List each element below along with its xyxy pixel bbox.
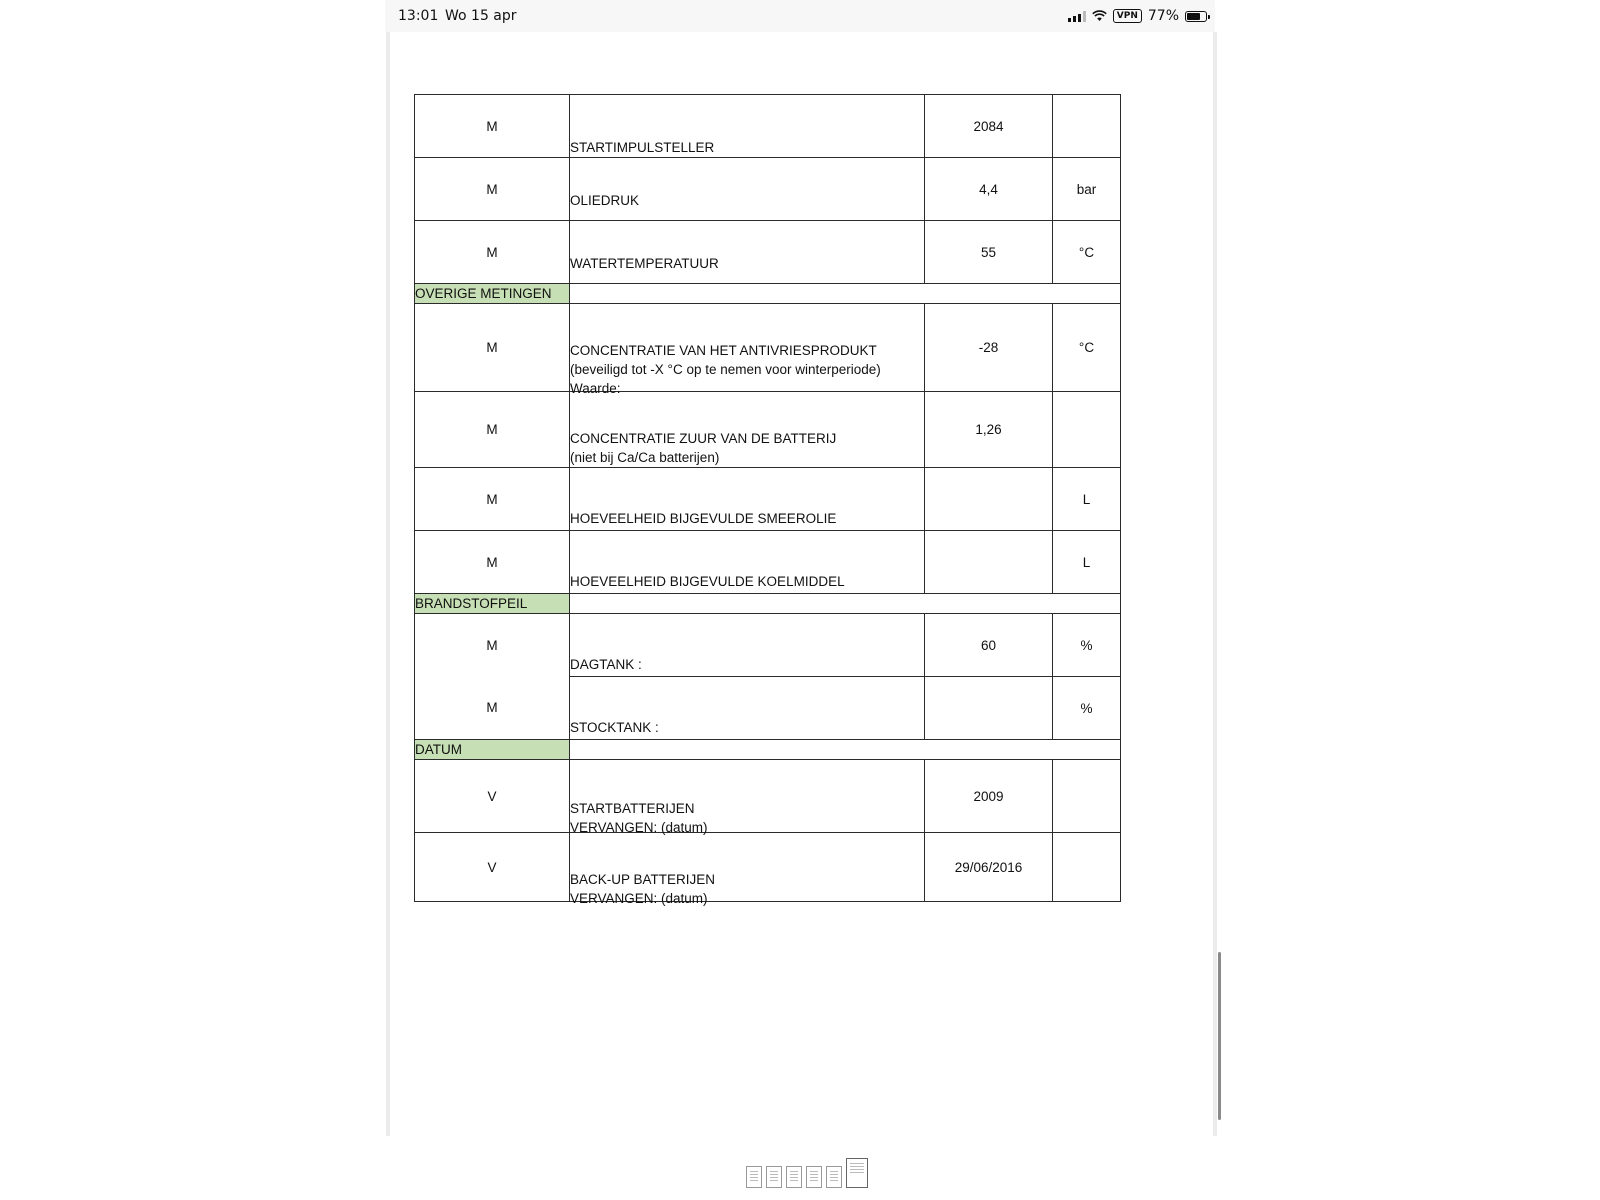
table-row	[415, 833, 1121, 902]
table-row	[415, 392, 1121, 468]
row-description	[570, 304, 925, 396]
row-unit: %	[1053, 614, 1121, 677]
row-unit	[1053, 760, 1121, 833]
status-time: 13:01	[398, 8, 439, 24]
row-code: M	[415, 158, 570, 221]
table-row	[415, 677, 1121, 740]
row-unit: L	[1053, 531, 1121, 594]
row-code: M	[415, 531, 570, 594]
row-code: M	[415, 677, 570, 740]
row-unit: °C	[1053, 304, 1121, 392]
description-line: HOEVEELHEID BIJGEVULDE SMEEROLIE	[570, 511, 837, 526]
row-unit: %	[1053, 677, 1121, 740]
description-line: STOCKTANK :	[570, 720, 659, 735]
maintenance-table	[414, 94, 1121, 906]
row-description	[570, 531, 925, 594]
description-line: (beveiligd tot -X °C op te nemen voor winterperiode)	[570, 362, 881, 377]
description-line: CONCENTRATIE VAN HET ANTIVRIESPRODUKT	[570, 343, 877, 358]
row-unit	[1053, 392, 1121, 468]
battery-percentage: 77%	[1147, 8, 1179, 24]
table-row	[415, 304, 1121, 392]
description-line: STARTBATTERIJEN	[570, 801, 695, 816]
battery-fill	[1187, 13, 1200, 20]
row-code: V	[415, 833, 570, 902]
row-unit: bar	[1053, 158, 1121, 221]
scrollbar-thumb[interactable]	[1218, 952, 1221, 1120]
row-value[interactable]	[925, 677, 1053, 740]
page-thumbnail-strip	[746, 1158, 868, 1188]
row-code: M	[415, 304, 570, 392]
row-value[interactable]: 2009	[925, 760, 1053, 833]
row-unit	[1053, 95, 1121, 158]
description-line: BACK-UP BATTERIJEN	[570, 872, 716, 887]
description-line: HOEVEELHEID BIJGEVULDE KOELMIDDEL	[570, 574, 845, 589]
section-header-overige	[415, 284, 1121, 304]
status-indicators	[1068, 8, 1207, 24]
row-description	[570, 158, 925, 221]
page-thumbnail[interactable]	[766, 1166, 782, 1188]
table-row	[415, 468, 1121, 531]
cellular-signal-icon	[1068, 11, 1086, 22]
page-thumbnail[interactable]	[786, 1166, 802, 1188]
row-value[interactable]: -28	[925, 304, 1053, 392]
row-unit: L	[1053, 468, 1121, 531]
row-unit: °C	[1053, 221, 1121, 284]
table-row	[415, 158, 1121, 221]
row-unit	[1053, 833, 1121, 902]
row-value[interactable]: 55	[925, 221, 1053, 284]
row-code: M	[415, 95, 570, 158]
description-line: OLIEDRUK	[570, 193, 640, 208]
row-value[interactable]: 2084	[925, 95, 1053, 158]
row-description	[570, 392, 925, 468]
section-spacer	[570, 594, 1121, 614]
table-row	[415, 531, 1121, 594]
row-value[interactable]: 60	[925, 614, 1053, 677]
table-row	[415, 221, 1121, 284]
page-thumbnail[interactable]	[806, 1166, 822, 1188]
description-line: CONCENTRATIE ZUUR VAN DE BATTERIJ	[570, 431, 837, 446]
description-line: WATERTEMPERATUUR	[570, 256, 719, 271]
table-row	[415, 614, 1121, 677]
row-value[interactable]	[925, 531, 1053, 594]
section-header-brandstof	[415, 594, 1121, 614]
vpn-badge: VPN	[1113, 9, 1142, 23]
status-date: Wo 15 apr	[445, 8, 517, 24]
row-value[interactable]: 29/06/2016	[925, 833, 1053, 902]
section-spacer	[570, 284, 1121, 304]
description-line: DAGTANK :	[570, 657, 642, 672]
table-row	[415, 760, 1121, 833]
section-spacer	[570, 740, 1121, 760]
page-thumbnail-active[interactable]	[846, 1158, 868, 1188]
description-line: STARTIMPULSTELLER	[570, 140, 715, 155]
section-label: BRANDSTOFPEIL	[415, 594, 570, 614]
description-line: VERVANGEN: (datum)	[570, 891, 708, 906]
row-description	[570, 468, 925, 531]
row-value[interactable]: 4,4	[925, 158, 1053, 221]
row-description	[570, 760, 925, 833]
page-thumbnail[interactable]	[746, 1166, 762, 1188]
row-code: M	[415, 221, 570, 284]
table-row	[415, 95, 1121, 158]
section-header-datum	[415, 740, 1121, 760]
description-line: Waarde:	[570, 381, 621, 396]
row-value[interactable]: 1,26	[925, 392, 1053, 468]
battery-icon	[1185, 11, 1207, 22]
row-description	[570, 677, 925, 740]
row-code: V	[415, 760, 570, 833]
description-line: VERVANGEN: (datum)	[570, 820, 708, 835]
description-line: (niet bij Ca/Ca batterijen)	[570, 450, 720, 465]
row-code: M	[415, 392, 570, 468]
row-description	[570, 95, 925, 158]
row-code: M	[415, 468, 570, 531]
wifi-icon	[1092, 10, 1107, 22]
row-code: M	[415, 614, 570, 677]
page-thumbnail[interactable]	[826, 1166, 842, 1188]
row-description	[570, 221, 925, 284]
section-label: DATUM	[415, 740, 570, 760]
row-description	[570, 833, 925, 906]
row-value[interactable]	[925, 468, 1053, 531]
row-description	[570, 614, 925, 677]
status-bar	[385, 0, 1215, 32]
section-label: OVERIGE METINGEN	[415, 284, 570, 304]
